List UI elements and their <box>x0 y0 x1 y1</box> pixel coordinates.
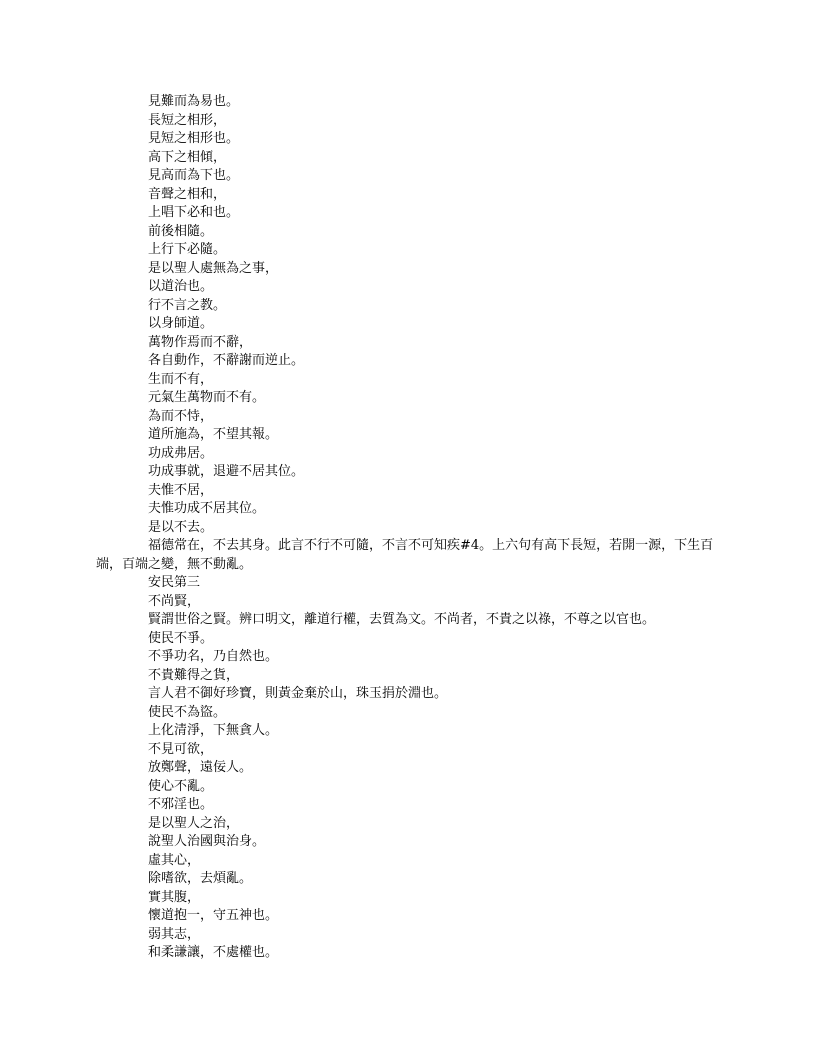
text-line: 道所施為，不望其報。 <box>148 427 279 442</box>
text-line: 見高而為下也。 <box>148 168 240 183</box>
text-line: 不尚賢， <box>148 593 201 609</box>
text-line: 見短之相形也。 <box>148 131 240 146</box>
text-line: 夫惟功成不居其位。 <box>148 501 266 516</box>
text-line: 不貴難得之貨， <box>148 667 240 683</box>
text-line: 言人君不御好珍寶，則黃金棄於山，珠玉捐於淵也。 <box>148 686 448 701</box>
text-line: 萬物作焉而不辭， <box>148 334 253 350</box>
text-line: 是以聖人處無為之事， <box>148 260 279 276</box>
text-line: 功成弗居。 <box>148 445 214 461</box>
text-line: 使心不亂。 <box>148 778 214 794</box>
text-line: 前後相隨。 <box>148 223 214 239</box>
text-line: 生而不有， <box>148 371 214 387</box>
text-line: 長短之相形， <box>148 112 227 128</box>
text-line: 以道治也。 <box>148 279 214 294</box>
text-line: 各自動作，不辭謝而逆止。 <box>148 353 305 368</box>
text-line: 上行下必隨。 <box>148 242 227 257</box>
text-line: 和柔謙讓，不處權也。 <box>148 945 279 960</box>
text-line: 元氣生萬物而不有。 <box>148 390 266 405</box>
text-line: 夫惟不居， <box>148 482 214 498</box>
text-line: 不邪淫也。 <box>148 797 214 812</box>
text-line: 使民不為盜。 <box>148 704 227 720</box>
text-line: 上化清淨，下無貪人。 <box>148 723 279 738</box>
text-line: 以身師道。 <box>148 316 214 331</box>
text-line: 見難而為易也。 <box>148 94 240 109</box>
text-line: 高下之相傾， <box>148 149 227 165</box>
text-line: 上唱下必和也。 <box>148 205 240 220</box>
text-line: 懷道抱一，守五神也。 <box>148 908 279 923</box>
text-line: 使民不爭。 <box>148 630 214 646</box>
text-line: 說聖人治國與治身。 <box>148 834 266 849</box>
text-line: 實其腹， <box>148 889 201 905</box>
text-line: 不爭功名，乃自然也。 <box>148 649 279 664</box>
text-line: 為而不恃， <box>148 408 214 424</box>
section-heading: 安民第三 <box>148 575 201 590</box>
text-line: 不見可欲， <box>148 741 214 757</box>
text-line: 音聲之相和， <box>148 186 227 202</box>
text-line: 賢謂世俗之賢。辨口明文，離道行權，去質為文。不尚者，不貴之以祿，不尊之以官也。 <box>148 612 656 627</box>
document-body <box>96 93 716 963</box>
text-line: 弱其志， <box>148 926 201 942</box>
text-line: 放鄭聲，遠佞人。 <box>148 760 253 775</box>
text-line: 福德常在，不去其身。此言不行不可隨，不言不可知疾#4。上六句有高下長短，若開一源，下生百端，百端之變，無不動亂。 <box>96 538 714 572</box>
text-line: 是以聖人之治， <box>148 815 240 831</box>
text-line: 功成事就，退避不居其位。 <box>148 464 305 479</box>
text-line: 是以不去。 <box>148 519 214 535</box>
text-line: 除嗜欲，去煩亂。 <box>148 871 253 886</box>
text-line: 行不言之教。 <box>148 297 227 313</box>
text-line: 虛其心， <box>148 852 201 868</box>
